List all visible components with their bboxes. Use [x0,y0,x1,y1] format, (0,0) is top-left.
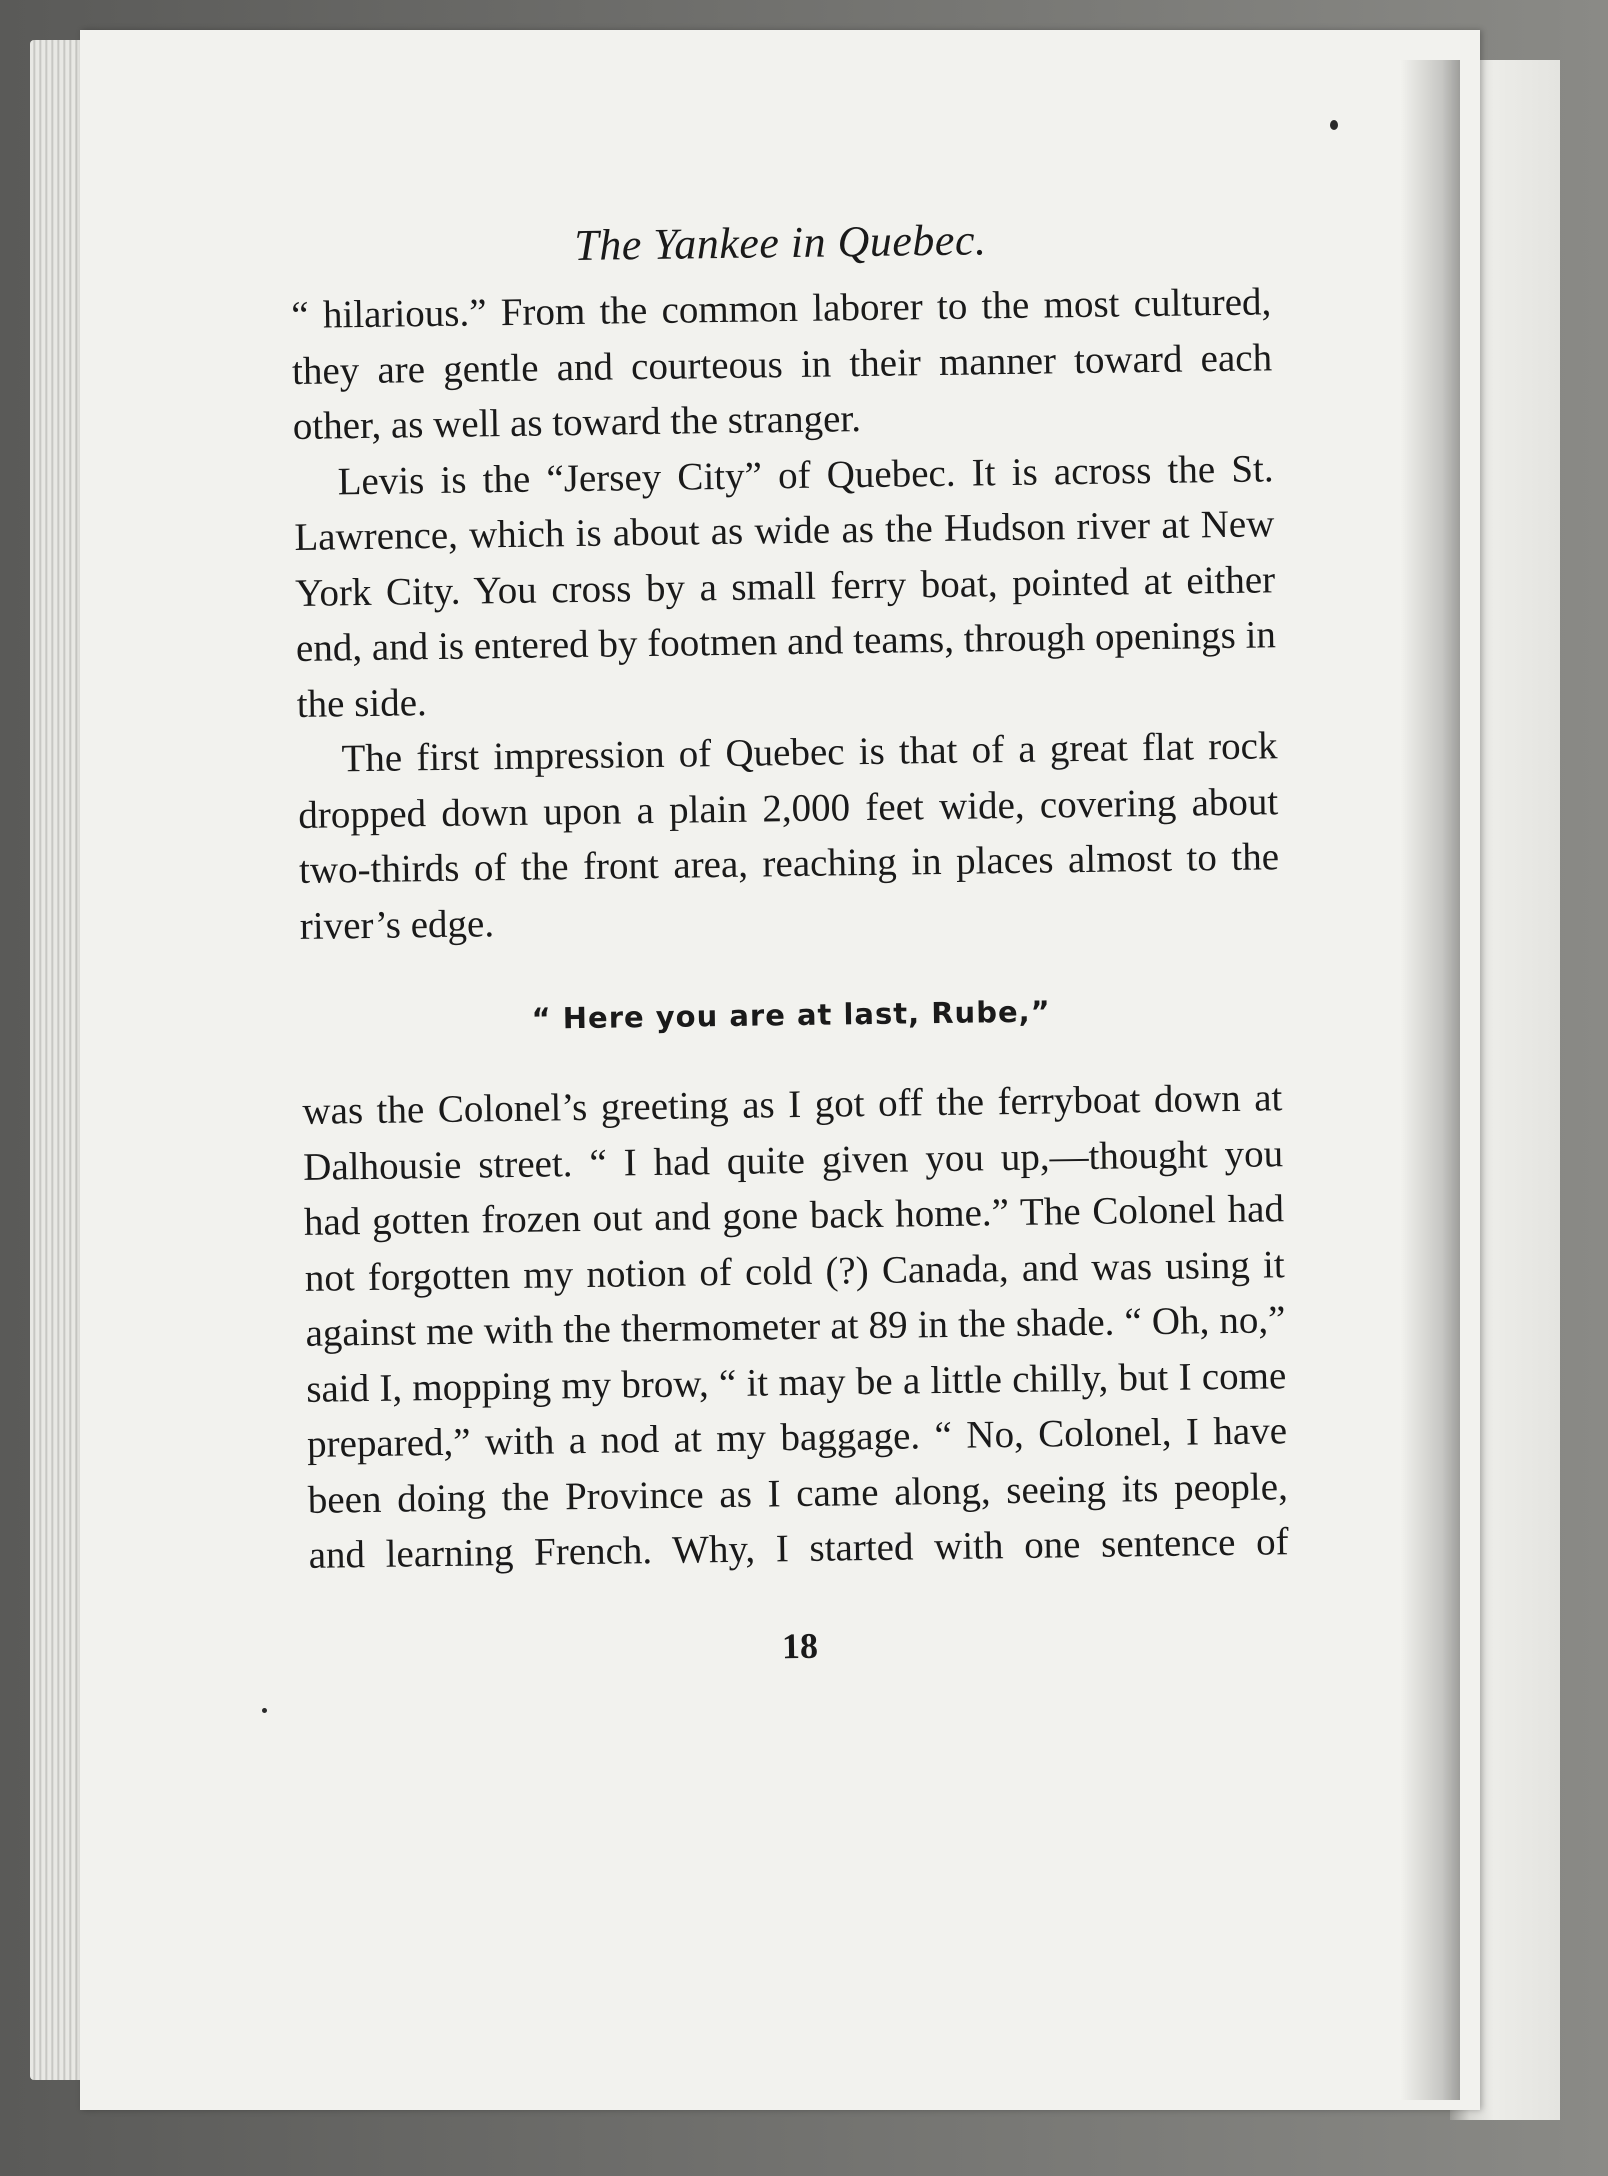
text-block [290,206,1290,1677]
page-number: 18 [781,1625,819,1666]
paragraph-2: Levis is the “Jersey City” of Quebec. It is across the St. Lawrence, which is about as wide as the Hudson river at New York City. You cross by a small ferry boat, pointed at either end, and is entered by footmen and teams, through openings in the side. [294,446,1277,726]
subheading: “ Here you are at last, Rube,” [531,994,1051,1036]
dust-speck [262,1708,267,1713]
paragraph-3: The first impression of Quebec is that of a great flat rock dropped down upon a plain 2,000 feet wide, covering about two-thirds of the front area, reaching in places almost to the river’s edge. [298,724,1280,948]
page-gutter-shadow [1400,60,1460,2100]
dust-speck [1330,120,1338,130]
running-head: The Yankee in Quebec. [573,215,987,271]
paragraph-1: “ hilarious.” From the common laborer to the most cultured, they are gentle and courteous in their manner toward each other, as well as toward the stranger. [291,280,1273,448]
paragraph-4: was the Colonel’s greeting as I got off the ferryboat down at Dalhousie street. “ I had quite given you up,—thought you had gotten frozen out and gone back home.” The Colonel had not forgotten my notion of cold (?) Canada, and was using it against me with the thermometer at 89 in the shade. “ Oh, no,” said I, mopping my brow, “ it may be a little chilly, but I come prepared,” with a nod at my baggage. “ No, Colonel, I have been doing the Province as I came along, seeing its people, and learning French. Why, I started with one sentence of [302,1076,1289,1577]
